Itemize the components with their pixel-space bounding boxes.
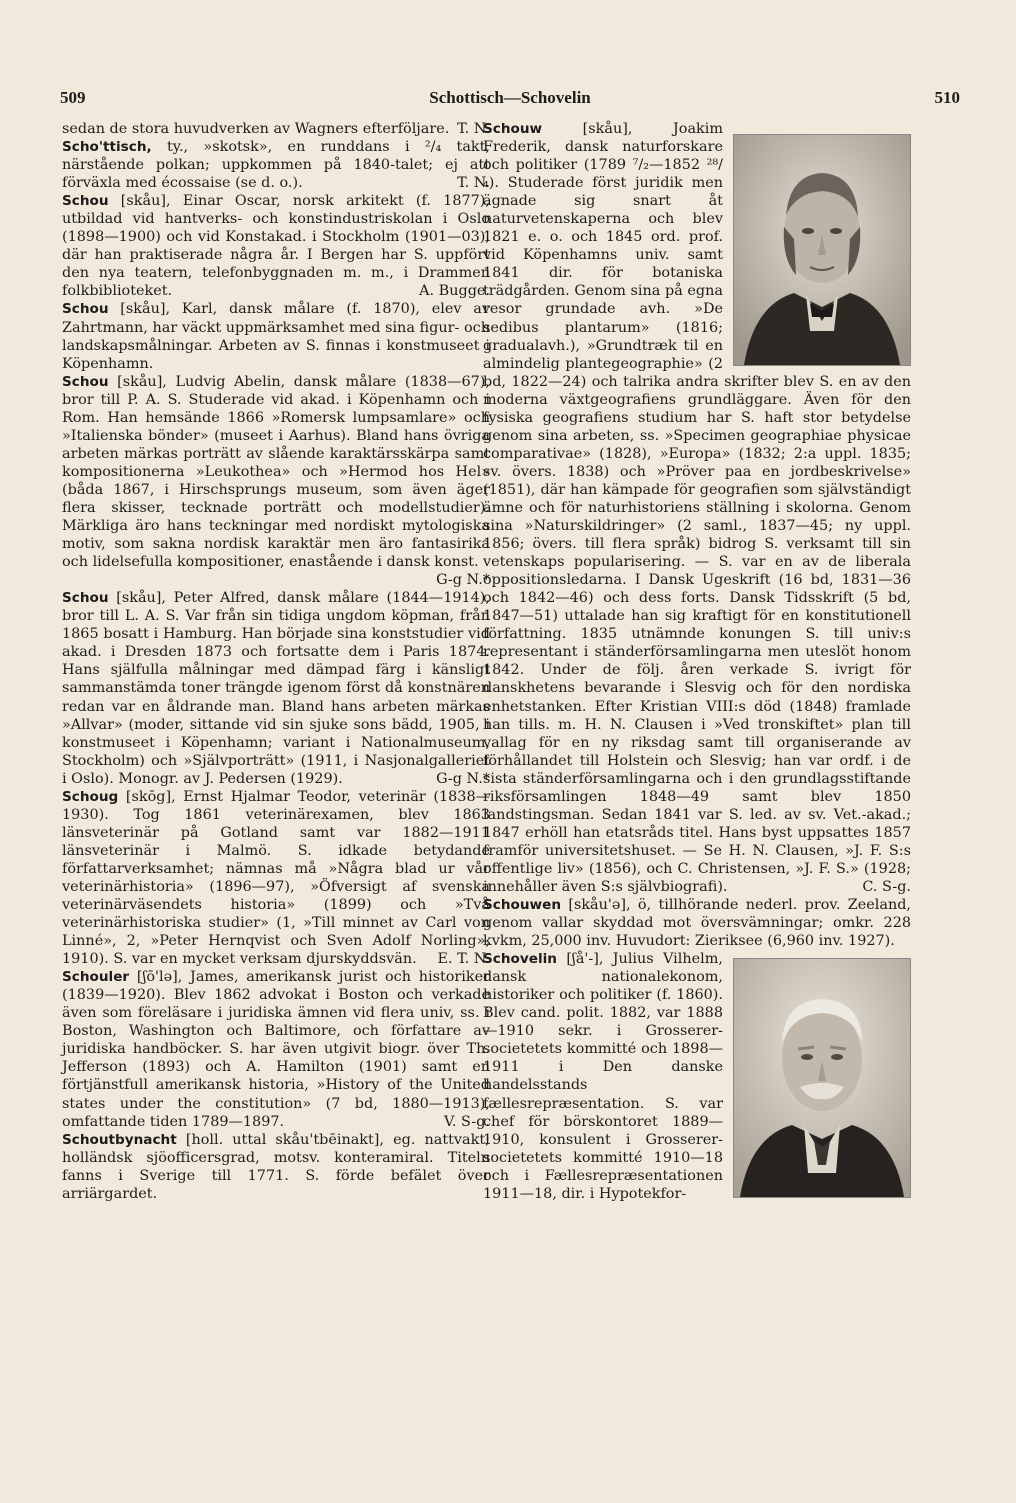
portrait-schovelin-image <box>734 959 910 1197</box>
entry-text: [skåu], Einar Oscar, norsk arkitekt (f. 1877), utbildad vid hantverks- och konstindustriskolan i Oslo (1898—1900) och vid Konstakad. i Stockholm (1901—03), där han praktiserade några år. I Bergen har S. uppfört den nya teatern, telefonbyggnaden m. m., i Drammen folkbiblioteket. <box>62 193 490 300</box>
entry-text: [skōg], Ernst Hjalmar Teodor, veterinär (1838—1930). Tog 1861 veterinärexamen, blev 1863 länsveterinär på Gotland samt var 1882—1911 länsveterinär i Malmö. S. idkade betydande författarverksamhet; nämnas må »Några blad ur vår veterinärhistoria» (1896—97), »Öfversigt af svenska veterinärväsendets historia» (1899) och »Två veterinärhistoriska studier» (1, »Till minnet av Carl von Linné», 2, »Peter Hernqvist och Sven Adolf Norling», 1910). S. var en mycket verksam djurskyddsvän. <box>62 788 490 968</box>
entry-headword: Schou <box>62 193 109 210</box>
entry-headword: Schouler <box>62 969 130 986</box>
entry-signature: T. N. <box>457 121 490 137</box>
entry-headword: Schoug <box>62 788 119 805</box>
entry-schoutbynacht <box>62 1131 490 1203</box>
entry-schou-ludvig <box>62 373 490 589</box>
entry-headword: Schovelin <box>483 951 557 968</box>
entry-text: ty., »skotsk», en runddans i ²/₄ takt, närstående polkan; uppkommen på 1840-talet; ej att förväxla med écossaise (se d. o.). <box>62 139 490 192</box>
page-number-left: 509 <box>60 88 86 107</box>
entry-text: [skåu], Ludvig Abelin, dansk målare (1838—67), bror till P. A. S. Studerade vid akad. i Köpenhamn och i Rom. Han hemsände 1866 »Romersk lumpsamlare» och »Italienska bönder» (museet i Aarhus). Bland hans övriga arbeten märkas porträtt av slående karaktärsskärpa samt kompositionerna »Leukothea» och »Hermod hos Hel» (båda 1867, i Hirschsprungs museum, som även äger flera skisser, tecknade porträtt och modellstudier). Märkliga äro hans teckningar med nordiskt mytologiska motiv, som sakna nordisk karaktär men äro fantasirika och lidelsefulla kompositioner, enastående i dansk konst. <box>62 373 490 571</box>
entry-headword: Schouwen <box>483 897 561 914</box>
entry-headword: Schou <box>62 301 109 318</box>
entry-text: [skåu], Karl, dansk målare (f. 1870), elev av Zahrtmann, har väckt uppmärksamhet med sina figur- och landskapsmålningar. Arbeten av S. finnas i konstmuseet i Köpenhamn. <box>62 301 490 372</box>
entry-text: [skåu'ə], ö, tillhörande nederl. prov. Zeeland, genom vallar skyddad mot översvämningar; omkr. 228 kvkm, 25,000 inv. Huvudort: Zieriksee (6,960 inv. 1927). <box>483 897 911 950</box>
entry-signature: C. S-g. <box>862 878 911 895</box>
entry-headword: Schou <box>62 590 109 607</box>
left-column <box>62 120 490 1203</box>
entry-headword: Schouw <box>483 121 543 137</box>
entry-signature: G-g N.* <box>436 572 490 589</box>
portrait-schovelin <box>733 958 911 1198</box>
entry-text: [ʃō'lə], James, amerikansk jurist och historiker (1839—1920). Blev 1862 advokat i Boston och verkade även som föreläsare i juridiska ämnen vid flera univ, ss. i Boston, Washington och Baltimore, och författare av juridiska handböcker. S. har även utgivit biogr. över Th. Jefferson (1893) och A. Hamilton (1901) samt en förtjänstfull amerikansk historia, »History of the United states under the constitution» (7 bd, 1880—1913), omfattande tiden 1789—1897. <box>62 969 490 1130</box>
entry-signature: G-g N.* <box>436 770 490 787</box>
entry-schoug <box>62 788 490 968</box>
entry-signature: A. Bugge. <box>419 283 490 300</box>
entry-schou-einar <box>62 192 490 300</box>
portrait-schouw <box>733 134 911 366</box>
entry-headword: Schoutbynacht <box>62 1131 177 1148</box>
entry-text: [skåu], Joakim Frederik, dansk naturforskare och politiker (1789 ⁷/₂—1852 ²⁸/₄). Studerade först juridik men ägnade sig snart åt naturvetenskaperna och blev 1821 e. o. och 1845 ord. prof. vid Köpenhamns univ. samt 1841 dir. för botaniska trädgården. Genom sina på egna resor grundade avh. »De sedibus plantarum» (1816; gradualavh.), »Grundtræk til en almindelig plantegeographie» (2 bd, 1822—24) och talrika andra skrifter blev S. en av den moderna växtgeografiens grundläggare. Även för den fysiska geografiens studium har S. haft stor betydelse genom sina arbeten, ss. »Specimen geographiae physicae comparativae» (1828), »Europa» (1832; 2:a uppl. 1835; sv. övers. 1838) och »Pröver paa en jordbeskrivelse» (1851), där han kämpade för geografien som självständigt ämne och för naturhistoriens ställning i skolorna. Genom sina »Naturskildringer» (2 saml., 1837—45; ny uppl. 1856; övers. till flera språk) bidrog S. verksamt till sin vetenskaps popularisering. — S. var en av de liberala oppositionsledarna. I Dansk Ugeskrift (16 bd, 1831—36 och 1842—46) och dess forts. Dansk Tidsskrift (5 bd, 1847—51) uttalade han sig kraftigt för en konstitutionell författning. 1835 utnämnde konungen S. till univ:s representant i ständerförsamlingarna men uteslöt honom 1842. Under de följ. åren verkade S. ivrigt för danskhetens bevarande i Slesvig och för den nordiska enhetstanken. Efter Kristian VIII:s död (1848) framlade han tills. m. H. N. Clausen i »Ved tronskiftet» plan till vallag för en ny riksdag samt till organiserande av förhållandet till Holstein och Slesvig; han var ordf. i de sista ständerförsamlingarna och i den grundlagsstiftande riksförsamlingen 1848—49 samt blev 1850 landstingsman. Sedan 1841 var S. led. av sv. Vet.-akad.; 1847 erhöll han etatsråds titel. Hans byst uppsattes 1857 framför universitetshuset. — Se H. N. Clausen, »J. F. S:s offentlige liv» (1856), och C. Christensen, »J. F. S.» (1928; innehåller även S:s självbiografi). <box>483 121 911 895</box>
entry-text: [holl. uttal skåu'tbēinakt], eg. nattvakt; holländsk sjöofficersgrad, motsv. konteramiral. Titeln fanns i Sverige till 1771. S. förde befälet över arriärgardet. <box>62 1131 490 1202</box>
portrait-schouw-image <box>734 135 910 365</box>
entry-text: [ʃå'-], Julius Vilhelm, dansk nationalekonom, historiker och politiker (f. 1860). Blev cand. polit. 1882, var 1888—1910 sekr. i Grosserer-societetets kommitté och 1898—1911 i Den danske handelsstands fællesrepræsentation. S. var chef för börskontoret 1889—1910, konsulent i Grosserer-societetets kommitté 1910—18 och i Fællesrepræsentationen 1911—18, dir. i Hypotekfor- <box>483 951 723 1202</box>
right-column <box>483 120 911 1203</box>
entry-schou-karl <box>62 300 490 372</box>
entry-text: [skåu], Peter Alfred, dansk målare (1844—1914), bror till L. A. S. Var från sin tidiga ungdom köpman, från 1865 bosatt i Hamburg. Han började sina konststudier vid akad. i Dresden 1873 och fortsatte dem i Paris 1874. Hans själfulla målningar med dämpad färg i känsligt sammanstämda toner trängde igenom först då konstnären redan var en åldrande man. Bland hans arbeten märkas »Allvar» (moder, sittande vid sin sjuke sons bädd, 1905, i konstmuseet i Köpenhamn; variant i Nationalmuseum, Stockholm) och »Självporträtt» (1911, i Nasjonalgalleriet i Oslo). Monogr. av J. Pedersen (1929). <box>62 590 490 787</box>
page-number-right: 510 <box>934 88 960 107</box>
entry-schou-peter <box>62 589 490 788</box>
running-header <box>60 88 960 112</box>
entry-signature: E. T. N. <box>437 951 490 968</box>
entry-wagner-continuation <box>62 120 490 138</box>
entry-text: sedan de stora huvudverken av Wagners efterföljare. <box>62 121 450 137</box>
entry-signature: V. S-g. <box>443 1113 490 1130</box>
entry-schouler <box>62 968 490 1130</box>
entry-schouwen <box>483 896 911 950</box>
running-title: Schottisch—Schovelin <box>429 88 591 107</box>
entry-headword: Scho'ttisch, <box>62 139 152 156</box>
entry-schottisch <box>62 138 490 192</box>
entry-signature: T. N. <box>457 175 490 192</box>
entry-headword: Schou <box>62 373 109 390</box>
